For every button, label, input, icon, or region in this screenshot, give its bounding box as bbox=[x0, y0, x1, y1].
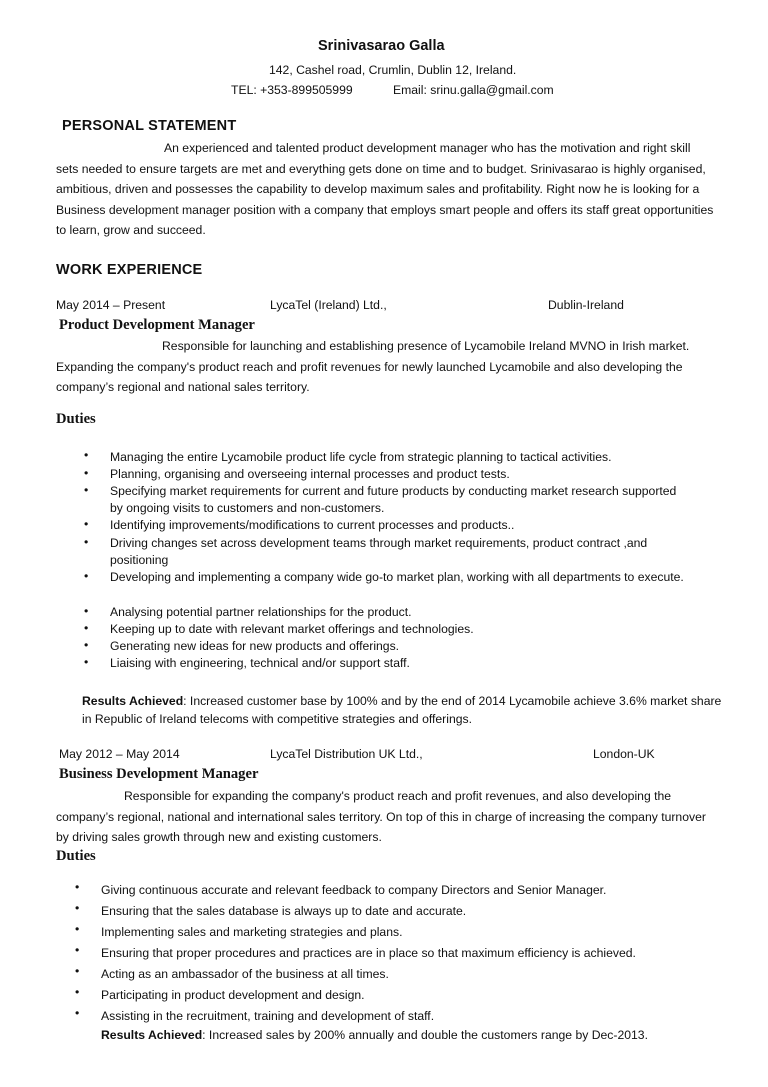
list-item bbox=[84, 621, 724, 638]
bullet-icon: • bbox=[75, 943, 80, 957]
list-item bbox=[75, 901, 735, 922]
duty-text: Acting as an ambassador of the business at all times. bbox=[101, 967, 389, 981]
list-item bbox=[84, 466, 724, 483]
duty-text: Ensuring that the sales database is always up to date and accurate. bbox=[101, 904, 467, 918]
candidate-name: Srinivasarao Galla bbox=[318, 38, 445, 54]
duty-text: Assisting in the recruitment, training and development of staff. bbox=[101, 1009, 435, 1023]
duty-text: Driving changes set across development teams through market requirements, product contract ,and positioning bbox=[110, 536, 648, 567]
job-location: Dublin-Ireland bbox=[548, 298, 624, 312]
address-line: 142, Cashel road, Crumlin, Dublin 12, Ireland. bbox=[269, 63, 517, 77]
personal-statement-heading: PERSONAL STATEMENT bbox=[62, 118, 237, 134]
list-item bbox=[84, 517, 724, 535]
list-item bbox=[84, 569, 724, 604]
job-location: London-UK bbox=[593, 747, 655, 761]
duty-text: Giving continuous accurate and relevant feedback to company Directors and Senior Manager. bbox=[101, 883, 607, 897]
job-company: LycaTel (Ireland) Ltd., bbox=[270, 298, 387, 312]
email-address: Email: srinu.galla@gmail.com bbox=[393, 83, 554, 97]
duty-text: Liaising with engineering, technical and/or support staff. bbox=[110, 656, 410, 670]
list-item bbox=[84, 483, 724, 517]
bullet-icon: • bbox=[75, 901, 80, 915]
bullet-icon: • bbox=[75, 985, 80, 999]
job-title: Product Development Manager bbox=[59, 317, 255, 333]
job-dates: May 2014 – Present bbox=[56, 298, 166, 312]
bullet-icon: • bbox=[84, 604, 89, 618]
results-label: Results Achieved bbox=[101, 1028, 203, 1042]
duty-text: Participating in product development and design. bbox=[101, 988, 365, 1002]
bullet-icon: • bbox=[75, 880, 80, 894]
list-item bbox=[75, 985, 735, 1006]
job-company: LycaTel Distribution UK Ltd., bbox=[270, 747, 423, 761]
results-text: : Increased sales by 200% annually and double the customers range by Dec-2013. bbox=[202, 1028, 648, 1042]
job-summary: Responsible for launching and establishing presence of Lycamobile Ireland MVNO in Irish market. Expanding the company's product reach and profit revenues for newly launched Lycamobile and also developing the company’s regional and national sales territory. bbox=[56, 339, 690, 395]
list-item bbox=[84, 655, 724, 672]
list-item bbox=[84, 638, 724, 655]
duty-text: Keeping up to date with relevant market offerings and technologies. bbox=[110, 622, 474, 636]
list-item bbox=[84, 604, 724, 621]
phone-number: TEL: +353-899505999 bbox=[231, 83, 353, 97]
duties-list bbox=[84, 448, 724, 672]
duty-text: Analysing potential partner relationships for the product. bbox=[110, 605, 412, 619]
bullet-icon: • bbox=[75, 922, 80, 936]
job-dates: May 2012 – May 2014 bbox=[59, 747, 180, 761]
bullet-icon: • bbox=[84, 466, 89, 480]
duty-text: Implementing sales and marketing strategies and plans. bbox=[101, 925, 403, 939]
duty-text: Ensuring that proper procedures and practices are in place so that maximum efficiency is achieved. bbox=[101, 946, 636, 960]
bullet-icon: • bbox=[84, 638, 89, 652]
results-achieved bbox=[82, 693, 722, 728]
bullet-icon: • bbox=[84, 535, 89, 549]
results-text: : Increased customer base by 100% and by the end of 2014 Lycamobile achieve 3.6% market share in Republic of Ireland telecoms with competitive strategies and offerings. bbox=[82, 694, 722, 726]
bullet-icon: • bbox=[84, 569, 89, 583]
duties-list bbox=[75, 880, 735, 1026]
list-item bbox=[75, 943, 735, 964]
list-item bbox=[75, 964, 735, 985]
job-summary: Responsible for expanding the company's product reach and profit revenues, and also developing the company’s regional, national and international sales territory. On top of this in charge of increasing the company turnover by driving sales growth through new and existing customers. bbox=[56, 789, 706, 845]
results-achieved bbox=[101, 1027, 741, 1045]
list-item bbox=[75, 880, 735, 901]
bullet-icon: • bbox=[84, 621, 89, 635]
personal-statement-text: An experienced and talented product development manager who has the motivation and right skill sets needed to ensure targets are met and everything gets done on time and to budget. Srinivasarao is highly organised, ambitious, driven and possesses the capability to develop maximum sales and profitability. Right now he is looking for a Business development manager position with a company that employs smart people and offers its staff great opportunities to learn, grow and succeed. bbox=[56, 141, 714, 238]
bullet-icon: • bbox=[84, 517, 89, 531]
duty-text: Developing and implementing a company wide go-to market plan, working with all departments to execute. bbox=[110, 570, 684, 584]
duty-text: Identifying improvements/modifications to current processes and products.. bbox=[110, 518, 515, 532]
duties-heading: Duties bbox=[56, 411, 96, 427]
duty-text: Generating new ideas for new products and offerings. bbox=[110, 639, 400, 653]
list-item bbox=[84, 535, 724, 569]
duty-text: Specifying market requirements for current and future products by conducting market research supported by ongoing visits to customers and non-customers. bbox=[110, 484, 677, 515]
bullet-icon: • bbox=[84, 483, 89, 497]
list-item bbox=[75, 922, 735, 943]
list-item bbox=[75, 1006, 735, 1026]
list-item bbox=[84, 448, 724, 466]
duty-text: Planning, organising and overseeing internal processes and product tests. bbox=[110, 467, 510, 481]
bullet-icon: • bbox=[75, 1006, 80, 1020]
results-label: Results Achieved bbox=[82, 694, 184, 708]
work-experience-heading: WORK EXPERIENCE bbox=[56, 262, 203, 278]
duty-text: Managing the entire Lycamobile product life cycle from strategic planning to tactical activities. bbox=[110, 450, 612, 464]
duties-heading: Duties bbox=[56, 848, 96, 864]
job-title: Business Development Manager bbox=[59, 766, 259, 782]
bullet-icon: • bbox=[75, 964, 80, 978]
bullet-icon: • bbox=[84, 655, 89, 669]
bullet-icon: • bbox=[84, 448, 89, 462]
